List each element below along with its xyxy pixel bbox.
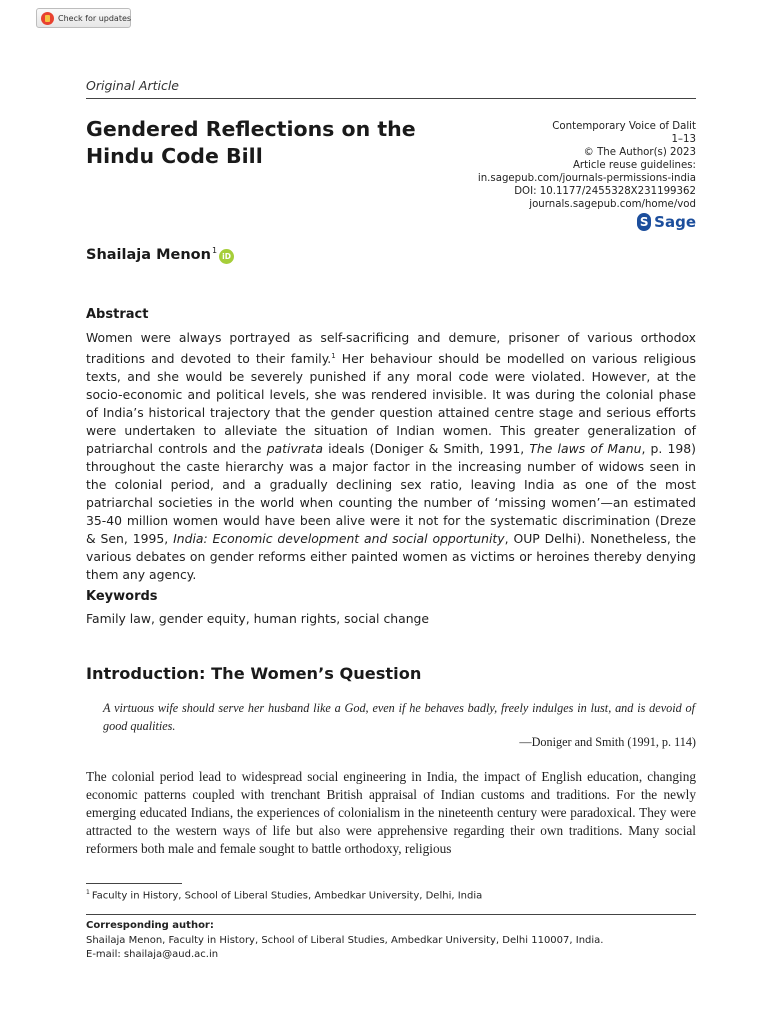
copyright: © The Author(s) 2023 (583, 147, 696, 158)
sage-wordmark: Sage (654, 213, 696, 231)
orcid-icon[interactable]: iD (219, 249, 234, 264)
update-check-icon (41, 12, 54, 25)
footnote-text: Faculty in History, School of Liberal Studies, Ambedkar University, Delhi, India (91, 890, 483, 902)
abstract-text: Women were always portrayed as self-sacrificing and demure, prisoner of various orthodox traditions and devoted to their family.$^1$ Her behaviour should be modelled on various religious texts, and she would be severely punished if any moral code were violated. However, at the socio-economic and political levels, she was rendered invisible. It was during the colonial phase of India’s historical trajectory that the gender question attained centre stage and serious efforts were undertaken to alleviate the situation of Indian women. This greater generalization of patriarchal controls and the pativrata ideals (Doniger & Smith, 1991, The laws of Manu, p. 198) throughout the caste hierarchy was a major factor in the increasing number of widows seen in the colonial period, and a gradually declining sex ratio, leaving India as one of the most patriarchal societies in the world when counting the number of ‘missing women’—an estimated 35-40 million women would have been alive were it not for the systematic discrimination (Dreze & Sen, 1995, India: Economic development and social opportunity, OUP Delhi). Nonetheless, the various debates on gender reforms either painted women as victims or heroines thereby denying them any agency. (86, 330, 696, 583)
corresponding-author-address: Shailaja Menon, Faculty in History, School of Liberal Studies, Ambedkar University, Delhi 110007, India. (86, 934, 604, 946)
abstract-heading: Abstract (86, 307, 149, 322)
check-for-updates-badge[interactable] (36, 8, 131, 28)
corresponding-author-heading: Corresponding author: (86, 920, 214, 931)
sage-logo (637, 213, 696, 231)
page-range: 1–13 (671, 134, 696, 145)
header-rule (86, 98, 696, 99)
corresponding-author-email[interactable]: E-mail: shailaja@aud.ac.in (86, 949, 219, 960)
journal-name: Contemporary Voice of Dalit (552, 121, 696, 132)
author-affiliation-mark: 1 (211, 246, 218, 255)
keywords-heading: Keywords (86, 589, 158, 604)
journal-link[interactable]: journals.sagepub.com/home/vod (529, 199, 696, 210)
introduction-heading: Introduction: The Women’s Question (86, 664, 422, 683)
corresponding-author (86, 919, 603, 963)
introduction-body: The colonial period lead to widespread social engineering in India, the impact of English education, changing economic patterns coupled with trenchant British appraisal of Indian customs and traditions. For the newly emerging educated Indians, the experiences of colonialism in the nineteenth century were paradoxical. They were attracted to the western ways of life but also were apprehensive regarding their own traditions. Many social reformers both male and female sought to battle orthodoxy, religious (86, 769, 696, 857)
footnote (86, 889, 482, 901)
article-title: Gendered Reflections on the Hindu Code Bill (86, 117, 416, 168)
check-for-updates-label: Check for updates (58, 13, 132, 23)
footnote-rule (86, 883, 182, 884)
epigraph-quote: A virtuous wife should serve her husband like a God, even if he behaves badly, freely indulges in lust, and is devoid of good qualities. (103, 701, 695, 733)
corresponding-author-rule (86, 914, 696, 915)
keywords-text: Family law, gender equity, human rights, social change (86, 611, 430, 626)
sage-s-icon: S (637, 213, 651, 231)
author-name: Shailaja Menon (86, 247, 211, 263)
reuse-link[interactable]: in.sagepub.com/journals-permissions-india (477, 173, 696, 184)
doi[interactable]: DOI: 10.1177/2455328X231199362 (514, 186, 696, 197)
author-line (86, 247, 234, 264)
footnote-mark: 1 (86, 889, 90, 896)
epigraph-source: —Doniger and Smith (1991, p. 114) (519, 735, 696, 749)
journal-meta (396, 120, 696, 211)
reuse-label: Article reuse guidelines: (572, 160, 696, 171)
article-type: Original Article (86, 78, 179, 93)
abstract-note-mark[interactable]: 1 (331, 352, 336, 360)
